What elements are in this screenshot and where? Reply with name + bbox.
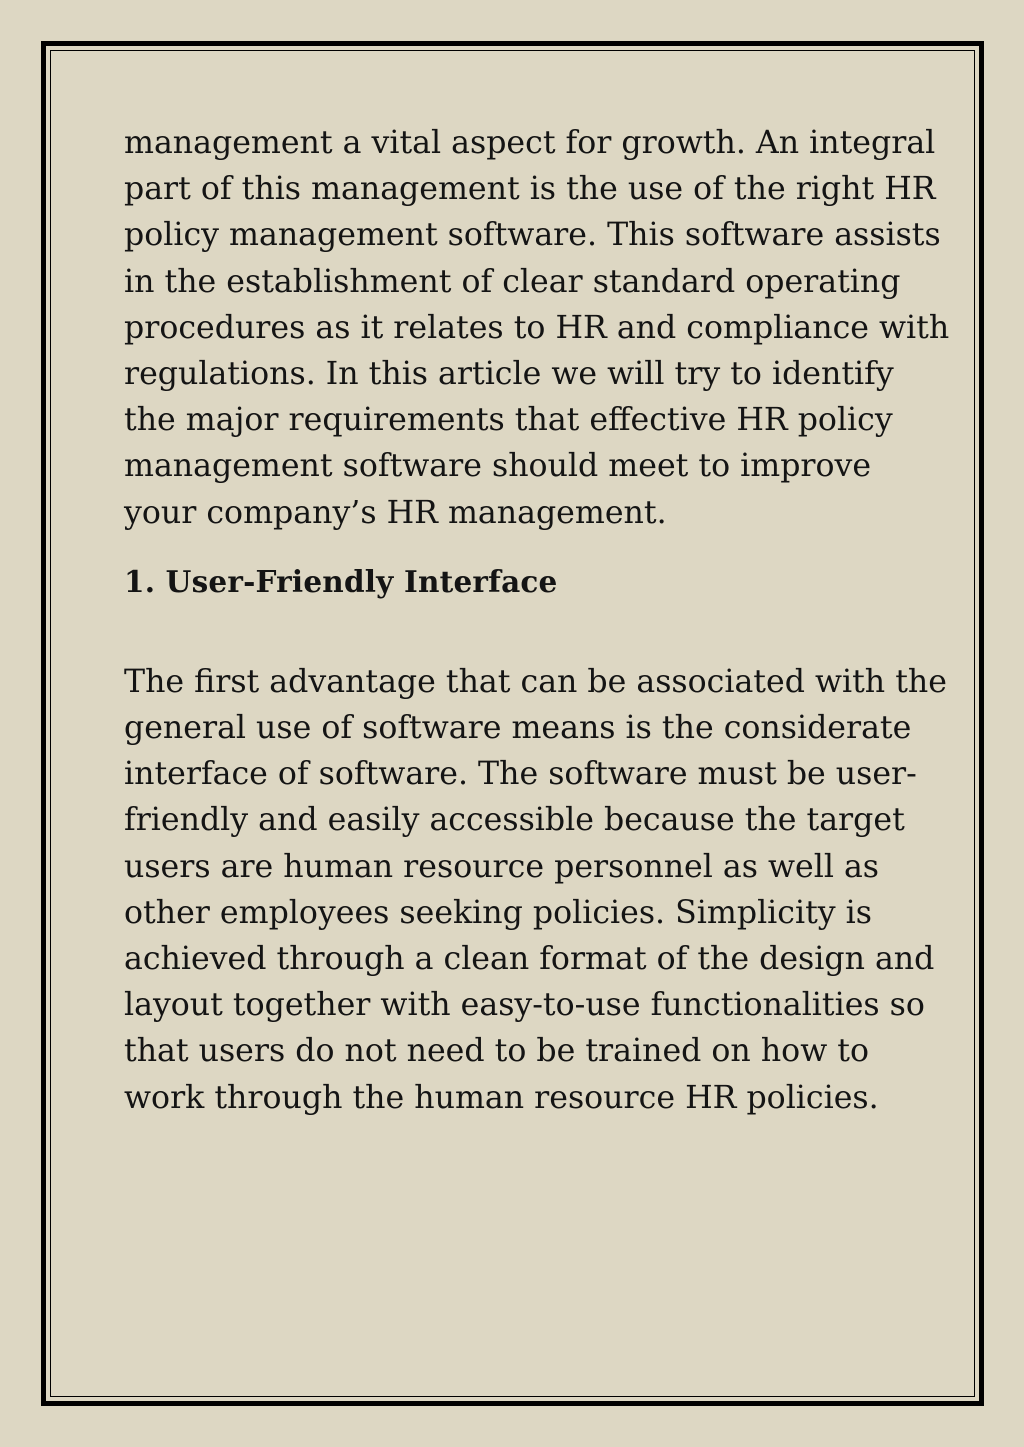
- text-line: your company’s HR management.: [124, 494, 667, 531]
- text-line: achieved through a clean format of the design and: [124, 941, 935, 978]
- text-line: the major requirements that effective HR policy: [124, 402, 893, 439]
- text-line: interface of software. The software must be user-: [124, 756, 917, 793]
- section-paragraph: [124, 659, 947, 1121]
- text-line: general use of software means is the considerate: [124, 710, 912, 747]
- text-line: that users do not need to be trained on how to: [124, 1033, 869, 1070]
- text-line: in the establishment of clear standard operating: [124, 263, 901, 300]
- text-line: regulations. In this article we will try to identify: [124, 356, 894, 393]
- text-line: layout together with easy-to-use functionalities so: [124, 987, 925, 1024]
- intro-paragraph: [124, 120, 950, 536]
- text-line: management software should meet to improve: [124, 448, 872, 485]
- text-line: management a vital aspect for growth. An integral: [124, 125, 936, 161]
- document-body: [124, 120, 950, 1121]
- text-line: work through the human resource HR policies.: [124, 1079, 879, 1116]
- section-heading: 1. User-Friendly Interface: [124, 563, 558, 599]
- text-line: part of this management is the use of the right HR: [124, 171, 936, 208]
- text-line: procedures as it relates to HR and compliance with: [124, 309, 950, 346]
- text-line: friendly and easily accessible because the target: [124, 802, 905, 839]
- text-line: The first advantage that can be associated with the: [124, 663, 947, 700]
- text-line: other employees seeking policies. Simplicity is: [124, 894, 872, 931]
- text-line: policy management software. This software assists: [124, 217, 941, 254]
- text-line: users are human resource personnel as well as: [124, 848, 880, 885]
